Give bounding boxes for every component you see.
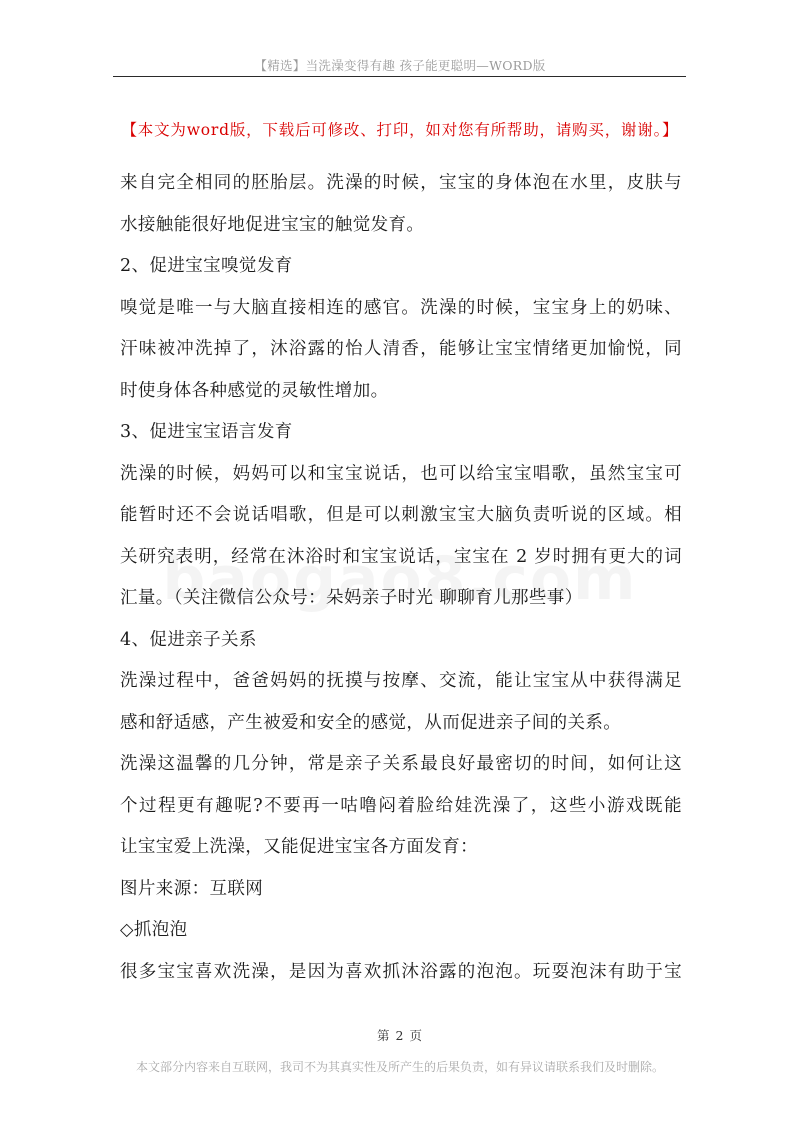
section-heading: 4、促进亲子关系 — [120, 629, 257, 650]
body-line: 洗澡的时候，妈妈可以和宝宝说话，也可以给宝宝唱歌，虽然宝宝可 — [120, 463, 682, 484]
body-line: 关研究表明，经常在沐浴时和宝宝说话，宝宝在 2 岁时拥有更大的词 — [120, 546, 682, 567]
body-line: 个过程更有趣呢?不要再一咕噜闷着脸给娃洗澡了，这些小游戏既能 — [120, 795, 682, 816]
section-heading: 2、促进宝宝嗅觉发育 — [120, 256, 293, 276]
body-line: 感和舒适感，产生被爱和安全的感觉，从而促进亲子间的关系。 — [120, 712, 622, 733]
section-heading: 3、促进宝宝语言发育 — [120, 422, 293, 442]
document-body — [120, 164, 682, 994]
body-line: 时使身体各种感觉的灵敏性增加。 — [120, 380, 389, 401]
body-line: 水接触能很好地促进宝宝的触觉发育。 — [120, 214, 425, 235]
body-line: 汗味被冲洗掉了，沐浴露的怡人清香，能够让宝宝情绪更加愉悦，同 — [120, 339, 682, 359]
body-line: 很多宝宝喜欢洗澡，是因为喜欢抓沐浴露的泡泡。玩耍泡沫有助于宝 — [120, 961, 682, 982]
subsection-heading: ◇抓泡泡 — [120, 920, 188, 940]
purchase-notice: 【本文为word版，下载后可修改、打印，如对您有所帮助，请购买，谢谢。】 — [121, 121, 679, 139]
page-number: 第 2 页 — [377, 1028, 423, 1043]
body-line: 嗅觉是唯一与大脑直接相连的感官。洗澡的时候，宝宝身上的奶味、 — [120, 297, 682, 318]
page-header: 【精选】当洗澡变得有趣 孩子能更聪明—WORD版 — [254, 58, 546, 73]
body-line: 洗澡这温馨的几分钟，常是亲子关系最良好最密切的时间，如何让这 — [120, 754, 682, 774]
body-line: 让宝宝爱上洗澡，又能促进宝宝各方面发育： — [120, 837, 478, 857]
body-line: 汇量。（关注微信公众号：朵妈亲子时光 聊聊育儿那些事） — [120, 588, 583, 608]
footer-disclaimer: 本文部分内容来自互联网，我司不为其真实性及所产生的后果负责，如有异议请联系我们及时删除。 — [135, 1060, 664, 1074]
body-line: 能暂时还不会说话唱歌，但是可以刺激宝宝大脑负责听说的区域。相 — [120, 505, 682, 525]
body-line: 来自完全相同的胚胎层。洗澡的时候，宝宝的身体泡在水里，皮肤与 — [120, 173, 682, 193]
body-line: 洗澡过程中，爸爸妈妈的抚摸与按摩、交流，能让宝宝从中获得满足 — [120, 671, 682, 691]
header-rule — [113, 76, 686, 77]
image-source-caption: 图片来源：互联网 — [120, 878, 264, 899]
